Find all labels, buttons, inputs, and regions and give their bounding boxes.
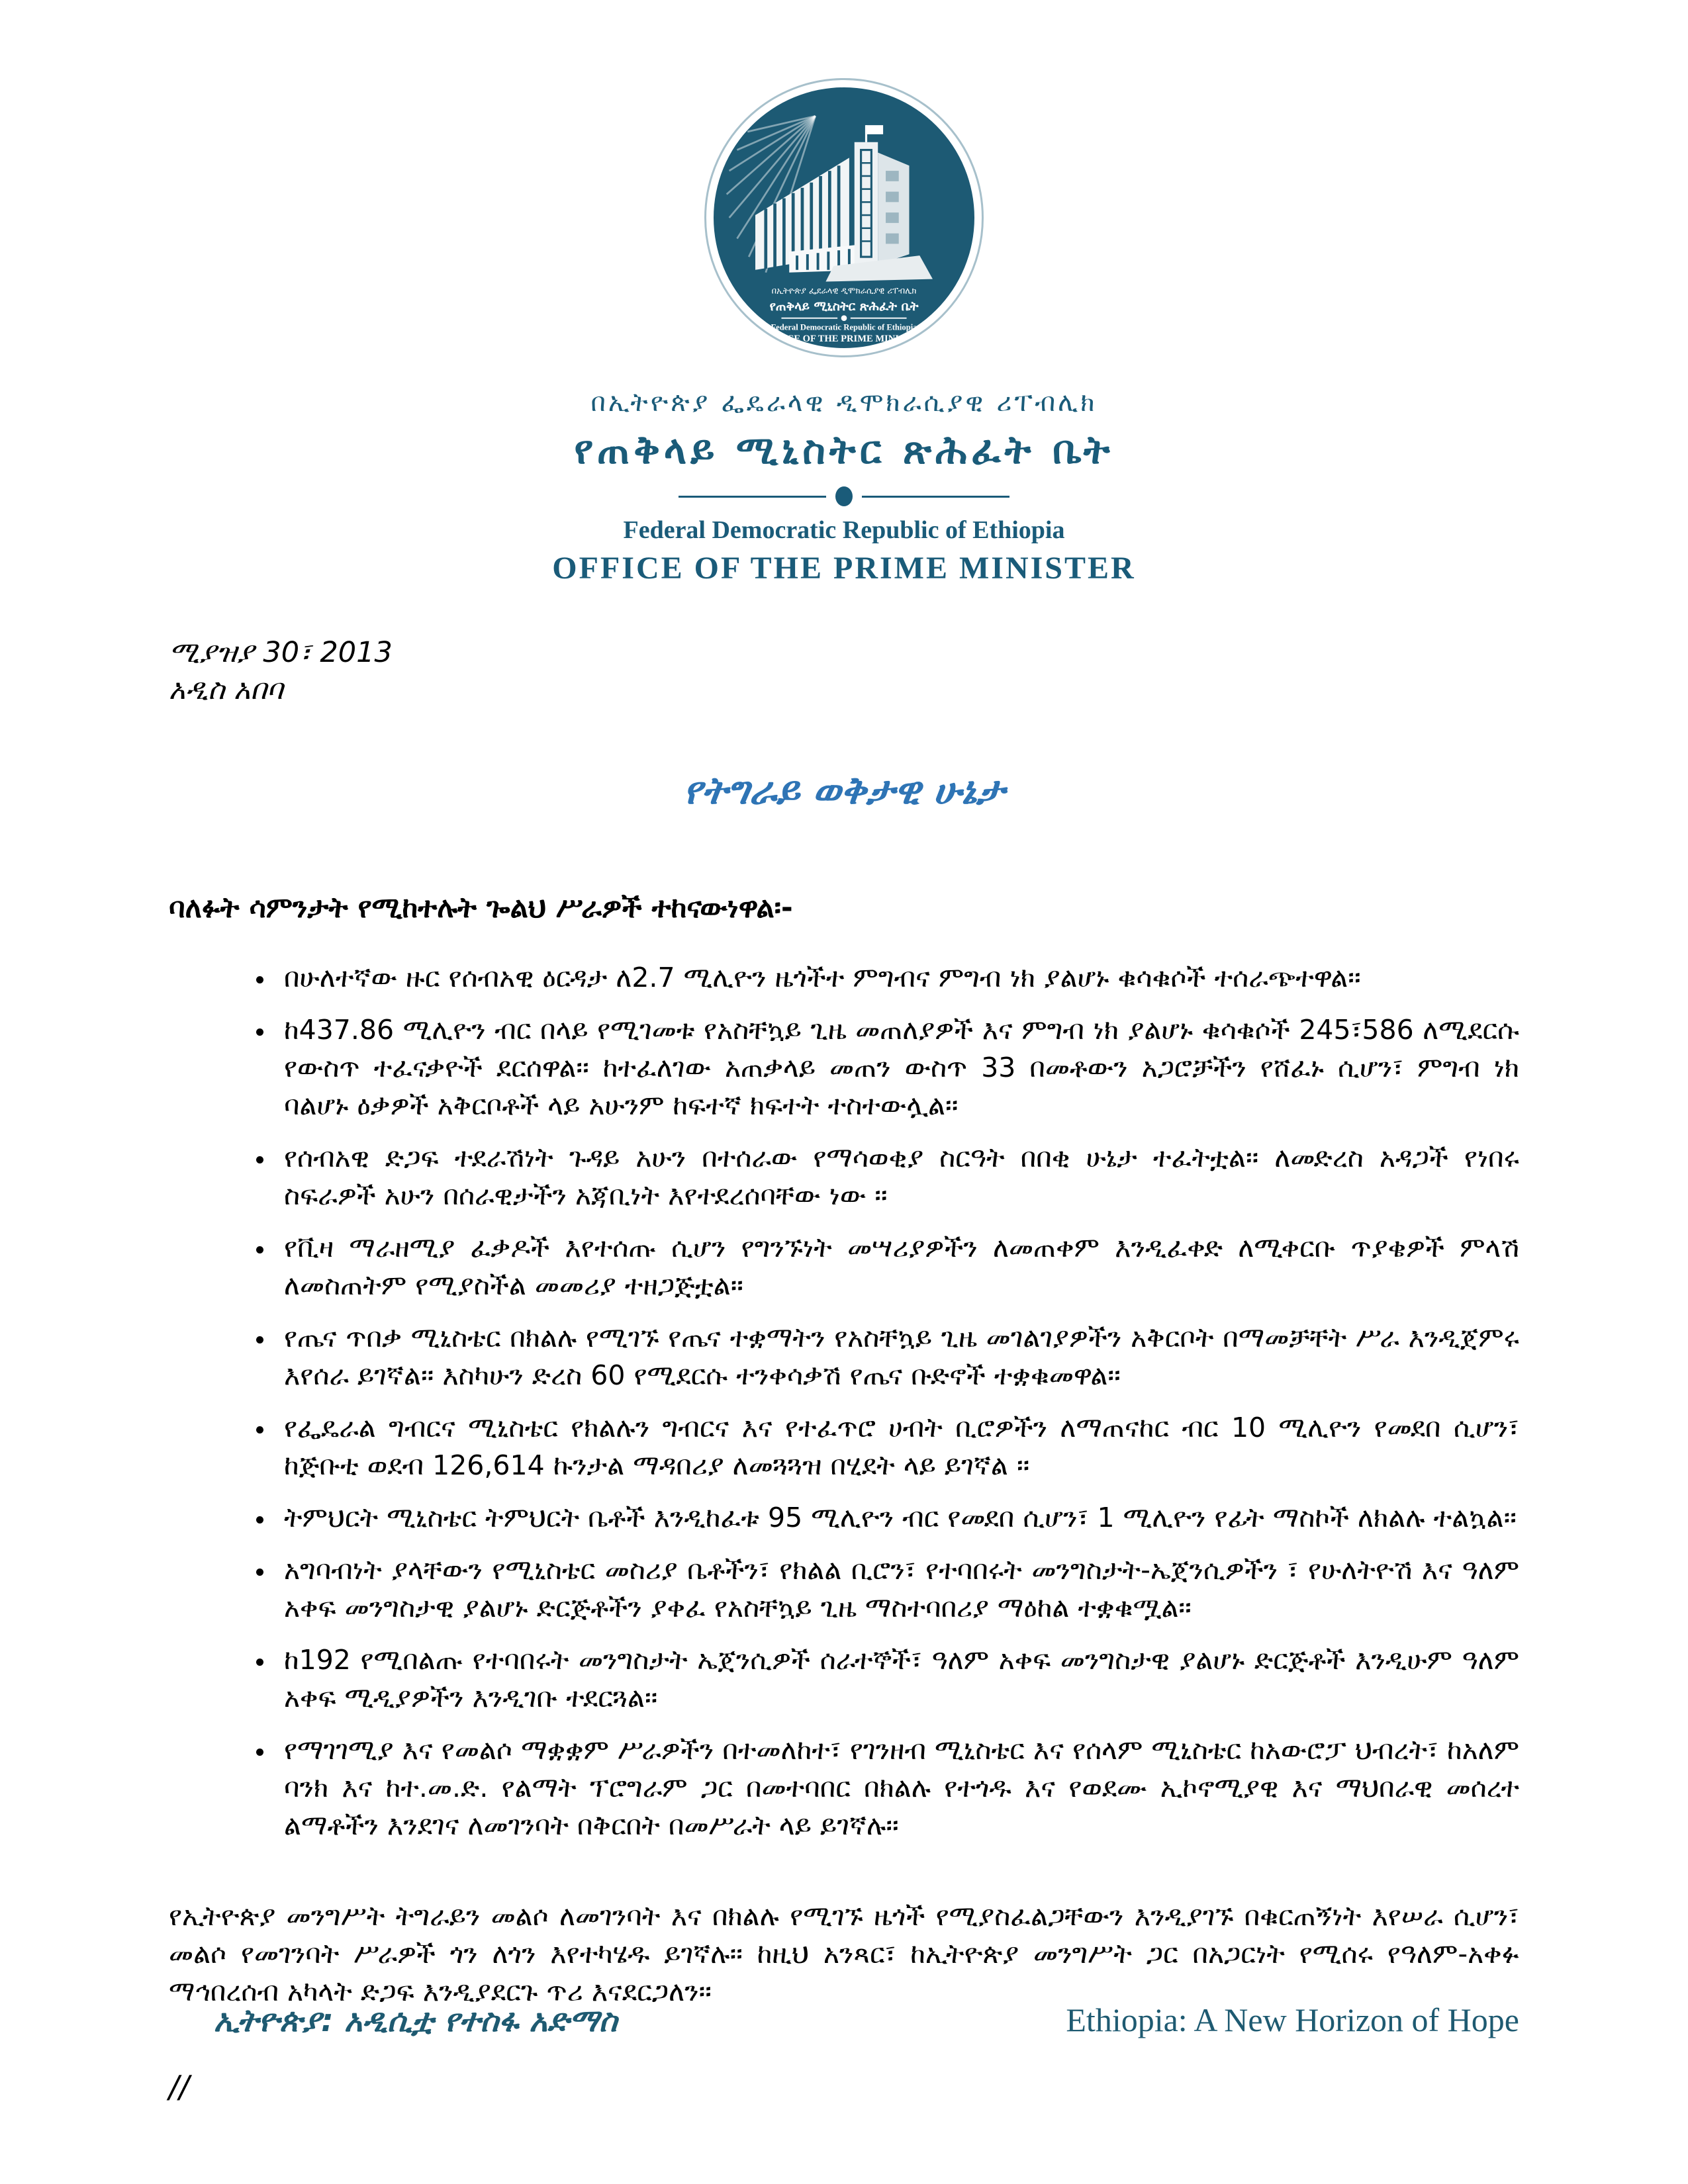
letterhead-amharic-office-line: የጠቅላይ ሚኒስትር ጽሕፈት ቤት bbox=[574, 427, 1114, 473]
divider-bar-right bbox=[862, 496, 1009, 498]
bullet-item-8: • አግባብነት ያላቸውን የሚኒስቴር መስሪያ ቤቶችን፣ የክልል ቢሮን፣ የተባበሩት መንግስታት-ኤጀንሲዎችን ፣ የሁለትዮሽ እና ዓለም አቀፍ መንግስታዊ ያልሆኑ ድርጅቶችን ያቀፈ የአስቸኳይ ጊዜ ማስተባበሪያ ማዕከል ተቋቁሟል፡፡ bbox=[275, 1551, 1519, 1627]
seal-divider bbox=[781, 315, 906, 321]
building-right-wing bbox=[878, 153, 909, 265]
building-main-slab bbox=[755, 158, 867, 272]
section-heading: ባለፉት ሳምንታት የሚከተሉት ጐልህ ሥራዎች ተከናውነዋል፡- bbox=[169, 891, 793, 925]
city-line: አዲስ አበባ bbox=[169, 673, 283, 706]
divider-dot bbox=[835, 486, 853, 506]
bullet-item-4: • የቪዛ ማራዘሚያ ፈቃዶች እየተሰጡ ሲሆን የግንኙነት መሣሪያዎችን ለመጠቀም እንዲፈቀድ ለሚቀርቡ ጥያቄዎች ምላሽ ለመስጠትም የሚያስችል መመሪያ ተዘጋጅቷል። bbox=[275, 1229, 1519, 1304]
date-line: ሚያዝያ 30፣ 2013 bbox=[169, 636, 393, 669]
footer bbox=[169, 2001, 1519, 2040]
bullet-item-10: • የማገገሚያ እና የመልሶ ማቋቋም ሥራዎችን በተመለከተ፣ የገንዘብ ሚኒስቴር እና የሰላም ሚኒስቴር ከአውሮፓ ህብረት፣ ከአለም ባንክ እና ከተ.መ.ድ. የልማት ፕሮግራም ጋር በመተባበር በክልሉ የተጎዱ እና የወደሙ ኢኮኖሚያዊ እና ማህበራዊ መሰረተ ልማቶችን እንደገና ለመገንባት በቅርበት በመሥራት ላይ ይገኛሉ፡፡ bbox=[275, 1731, 1519, 1844]
pmo-seal-logo bbox=[704, 78, 984, 357]
bullet-item-9: • ከ192 የሚበልጡ የተባበሩት መንግስታት ኤጀንሲዎች ሰራተኞች፣ ዓለም አቀፍ መንግስታዊ ያልሆኑ ድርጅቶች እንዲሁም ዓለም አቀፍ ሚዲያዎችን እንዲገቡ ተደርጓል፡፡ bbox=[275, 1641, 1519, 1717]
bullet-item-2: • ከ437.86 ሚሊዮን ብር በላይ የሚገመቱ የአስቸኳይ ጊዜ መጠለያዎች እና ምግብ ነክ ያልሆኑ ቁሳቁሶች 245፣586 ለሚደርሱ የውስጥ ተፈናቃዮች ደርሰዋል፡፡ ከተፈለገው አጠቃላይ መጠን ውስጥ 33 በመቶውን አጋሮቻችን የሸፈኑ ሲሆን፣ ምግብ ነክ ባልሆኑ ዕቃዎች አቅርቦቶች ላይ አሁንም ከፍተኛ ክፍተት ተስተውሏል፡፡ bbox=[275, 1011, 1519, 1124]
end-of-release-mark: // bbox=[169, 2069, 189, 2105]
pmo-building-illustration bbox=[714, 87, 974, 348]
letterhead-english-republic-line: Federal Democratic Republic of Ethiopia bbox=[623, 516, 1065, 544]
seal-english-line2: OFFICE OF THE PRIME MINISTER bbox=[764, 334, 924, 345]
letterhead-english-office-line: OFFICE OF THE PRIME MINISTER bbox=[552, 551, 1136, 586]
date-block bbox=[169, 634, 1519, 708]
accomplishments-list bbox=[169, 959, 1519, 1844]
bullet-item-5: • የጤና ጥበቃ ሚኒስቴር በክልሉ የሚገኙ የጤና ተቋማትን የአስቸኳይ ጊዜ መገልገያዎችን አቅርቦት በማመቻቸት ሥራ እንዲጀምሩ እየሰራ ይገኛል፡፡ እስካሁን ድረስ 60 የሚደርሱ ተንቀሳቃሽ የጤና ቡድኖች ተቋቁመዋል፡፡ bbox=[275, 1319, 1519, 1394]
divider-bar-left bbox=[679, 496, 826, 498]
footer-slogan-english: Ethiopia: A New Horizon of Hope bbox=[1066, 2001, 1519, 2038]
letterhead bbox=[169, 0, 1519, 586]
document-title: የትግራይ ወቅታዊ ሁኔታ bbox=[683, 769, 1005, 813]
bullet-item-1: • በሁለተኛው ዙር የሰብአዊ ዕርዳታ ለ2.7 ሚሊዮን ዜጎችተ ምግብና ምግብ ነክ ያልሆኑ ቁሳቁሶች ተሰራጭተዋል፡፡ bbox=[275, 959, 1519, 997]
bullet-item-3: • የሰብአዊ ድጋፍ ተደራሽነት ጉዳይ አሁን በተሰራው የማሳወቂያ ስርዓት በበቂ ሁኔታ ተፈትቷል፡፡ ለመድረስ አዳጋች የነበሩ ስፍራዎች አሁን በሰራዊታችን አጃቢነት እየተደረሰባቸው ነው ፡፡ bbox=[275, 1139, 1519, 1214]
flag-icon bbox=[866, 125, 883, 134]
bullet-item-7: • ትምህርት ሚኒስቴር ትምህርት ቤቶች እንዲከፈቱ 95 ሚሊዮን ብር የመደበ ሲሆን፣ 1 ሚሊዮን የፊት ማስኮች ለክልሉ ተልኳል፡፡ bbox=[275, 1499, 1519, 1537]
seal-amharic-line1: በኢትዮጵያ ፌደራላዊ ዲሞክራሲያዊ ሪፐብሊክ bbox=[771, 286, 917, 296]
seal-english-line1: Federal Democratic Republic of Ethiopia bbox=[771, 322, 917, 332]
letterhead-divider bbox=[679, 486, 1009, 506]
seal-amharic-line2: የጠቅላይ ሚኒስትር ጽሕፈት ቤት bbox=[769, 298, 919, 314]
footer-slogan-amharic: ኢትዮጵያ: አዲሲቷ የተስፋ አድማስ bbox=[214, 2003, 618, 2039]
bullet-item-6: • የፌዴራል ግብርና ሚኒስቴር የክልሉን ግብርና እና የተፈጥሮ ሀብት ቢሮዎችን ለማጠናከር ብር 10 ሚሊዮን የመደበ ሲሆን፣ ከጅቡቲ ወደብ 126,614 ኩንታል ማዳበሪያ ለመጓጓዝ በሂደት ላይ ይገኛል ፡፡ bbox=[275, 1409, 1519, 1484]
pmo-seal-disc bbox=[714, 87, 974, 348]
letterhead-amharic-republic-line: በኢትዮጵያ ፌዴራላዊ ዲሞክራሲያዊ ሪፐብሊክ bbox=[590, 388, 1098, 418]
closing-paragraph: የኢትዮጵያ መንግሥት ትግራይን መልሶ ለመገንባት እና በክልሉ የሚገኙ ዜጎች የሚያስፈልጋቸውን እንዲያገኙ በቁርጠኝነት እየሠራ ሲሆን፣ መልሶ የመገንባት ሥራዎች ጎን ለጎን እየተካሄዱ ይገኛሉ፡፡ ከዚህ አንጻር፣ ከኢትዮጵያ መንግሥት ጋር በአጋርነት የሚሰሩ የዓለም-አቀፉ ማኅበረሰብ አካላት ድጋፍ እንዲያደርጉ ጥሪ እናደርጋለን፡፡ bbox=[169, 1900, 1519, 2007]
